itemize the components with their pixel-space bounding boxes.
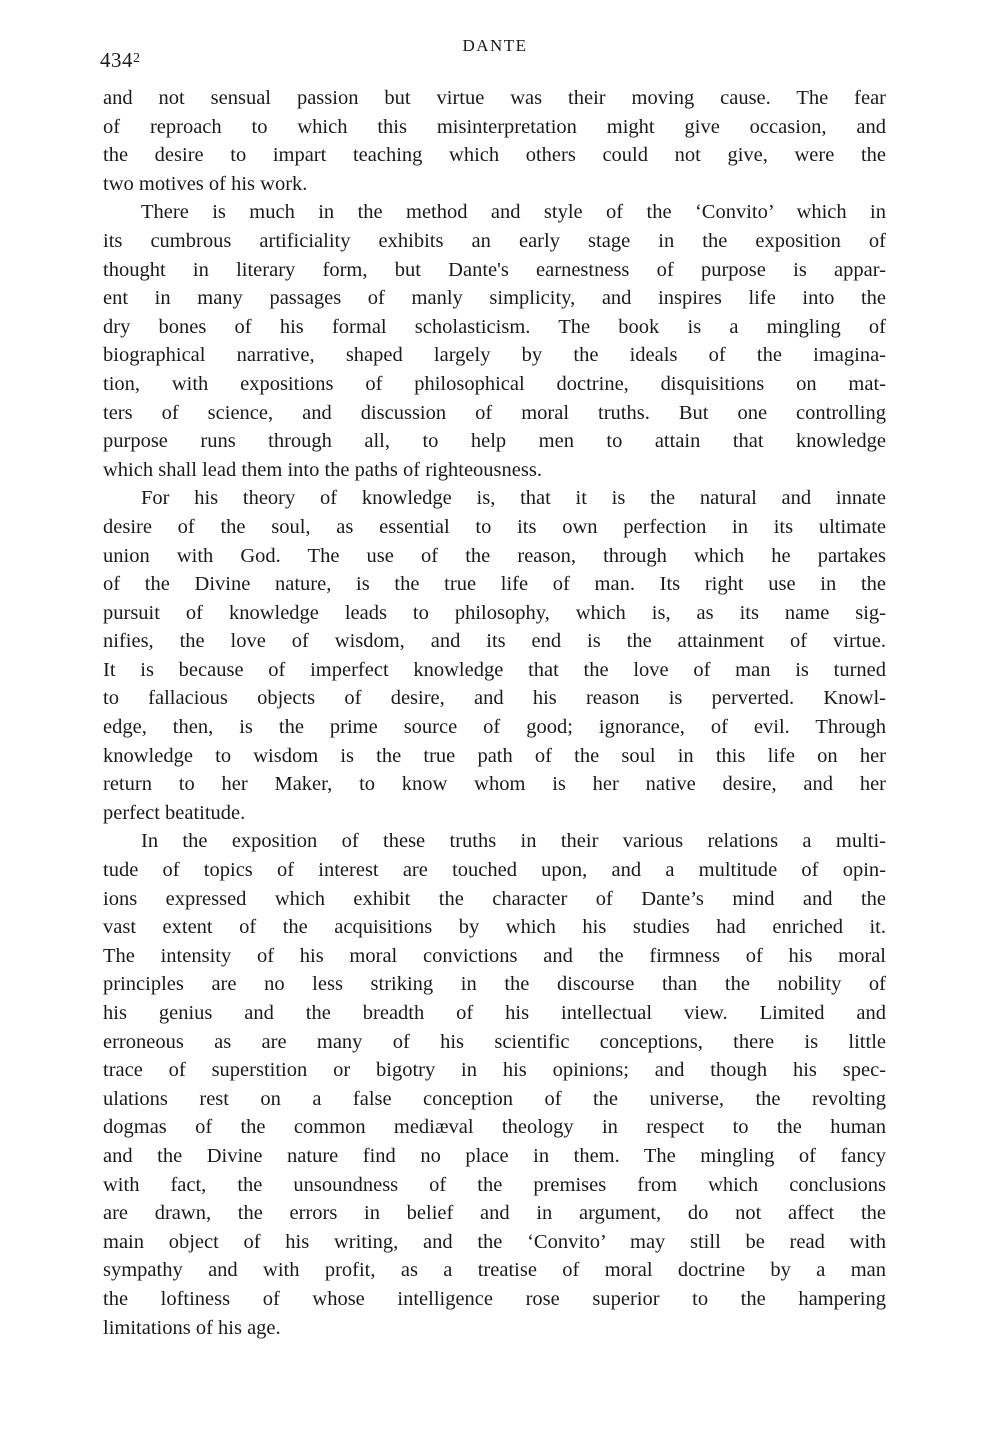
text-line: his genius and the breadth of his intellectual view. Limited and: [103, 1002, 886, 1024]
text-line: nifies, the love of wisdom, and its end is the attainment of virtue.: [103, 630, 886, 653]
text-line: limitations of his age.: [103, 1316, 281, 1339]
text-line: erroneous as are many of his scientific conceptions, there is little: [103, 1030, 886, 1053]
text-line: the desire to impart teaching which others could not give, were the: [103, 144, 886, 167]
text-line: ters of science, and discussion of moral truths. But one controlling: [103, 401, 886, 424]
running-title: DANTE: [462, 36, 528, 55]
text-line: of the Divine nature, is the true life of man. Its right use in the: [103, 573, 886, 596]
text-line: tion, with expositions of philosophical doctrine, disquisitions on mat-: [103, 372, 886, 395]
text-line: knowledge to wisdom is the true path of the soul in this life on her: [103, 744, 886, 767]
text-line: dry bones of his formal scholasticism. The book is a mingling of: [103, 315, 886, 338]
paragraph-4: [103, 827, 886, 1342]
text-line: the loftiness of whose intelligence rose superior to the hampering: [103, 1287, 886, 1310]
text-line: which shall lead them into the paths of righteousness.: [103, 458, 542, 481]
text-line: sympathy and with profit, as a treatise of moral doctrine by a man: [103, 1259, 886, 1282]
running-head: [100, 36, 890, 72]
text-line: to fallacious objects of desire, and his reason is perverted. Knowl-: [103, 687, 886, 710]
text-line: its cumbrous artificiality exhibits an early stage in the exposition of: [103, 229, 886, 252]
text-line: ulations rest on a false conception of the universe, the revolting: [103, 1087, 886, 1110]
text-line: ent in many passages of manly simplicity, and inspires life into the: [103, 287, 886, 310]
text-line: of reproach to which this misinterpretation might give occasion, and: [103, 115, 886, 138]
text-line: The intensity of his moral convictions and the firmness of his moral: [103, 944, 886, 967]
text-line: edge, then, is the prime source of good; ignorance, of evil. Through: [103, 716, 886, 739]
text-line: vast extent of the acquisitions by which his studies had enriched it.: [103, 916, 886, 939]
text-line: perfect beatitude.: [103, 801, 246, 824]
paragraph-3: [103, 484, 886, 827]
text-line: are drawn, the errors in belief and in argument, do not affect the: [103, 1202, 886, 1225]
text-line: biographical narrative, shaped largely by the ideals of the imagina-: [103, 344, 886, 367]
text-line: In the exposition of these truths in their various relations a multi-: [141, 830, 886, 853]
text-line: union with God. The use of the reason, through which he partakes: [103, 544, 886, 567]
text-line: main object of his writing, and the ‘Convito’ may still be read with: [103, 1230, 886, 1253]
text-line: There is much in the method and style of the ‘Convito’ which in: [141, 201, 886, 224]
body-text: [103, 84, 886, 1342]
paragraph-1: [103, 84, 886, 198]
text-line: principles are no less striking in the discourse than the nobility of: [103, 973, 886, 996]
text-line: desire of the soul, as essential to its own perfection in its ultimate: [103, 515, 886, 538]
text-line: trace of superstition or bigotry in his opinions; and though his spec-: [103, 1059, 886, 1082]
text-line: purpose runs through all, to help men to attain that knowledge: [103, 430, 886, 453]
paragraph-2: [103, 198, 886, 484]
text-line: and the Divine nature find no place in them. The mingling of fancy: [103, 1144, 886, 1167]
text-line: ions expressed which exhibit the character of Dante’s mind and the: [103, 887, 886, 910]
text-line: thought in literary form, but Dante's earnestness of purpose is appar-: [103, 258, 886, 281]
text-line: It is because of imperfect knowledge that the love of man is turned: [103, 658, 886, 681]
text-line: tude of topics of interest are touched upon, and a multitude of opin-: [103, 859, 886, 882]
text-line: For his theory of knowledge is, that it is the natural and innate: [141, 487, 886, 510]
text-line: pursuit of knowledge leads to philosophy, which is, as its name sig-: [103, 601, 886, 624]
text-line: two motives of his work.: [103, 172, 308, 195]
text-line: with fact, the unsoundness of the premises from which conclusions: [103, 1173, 886, 1196]
text-line: dogmas of the common mediæval theology in respect to the human: [103, 1116, 886, 1139]
page-number-main: 434: [100, 48, 133, 72]
text-line: return to her Maker, to know whom is her native desire, and her: [103, 773, 886, 796]
page-number-superscript: 2: [133, 51, 141, 66]
text-line: and not sensual passion but virtue was their moving cause. The fear: [103, 87, 886, 109]
